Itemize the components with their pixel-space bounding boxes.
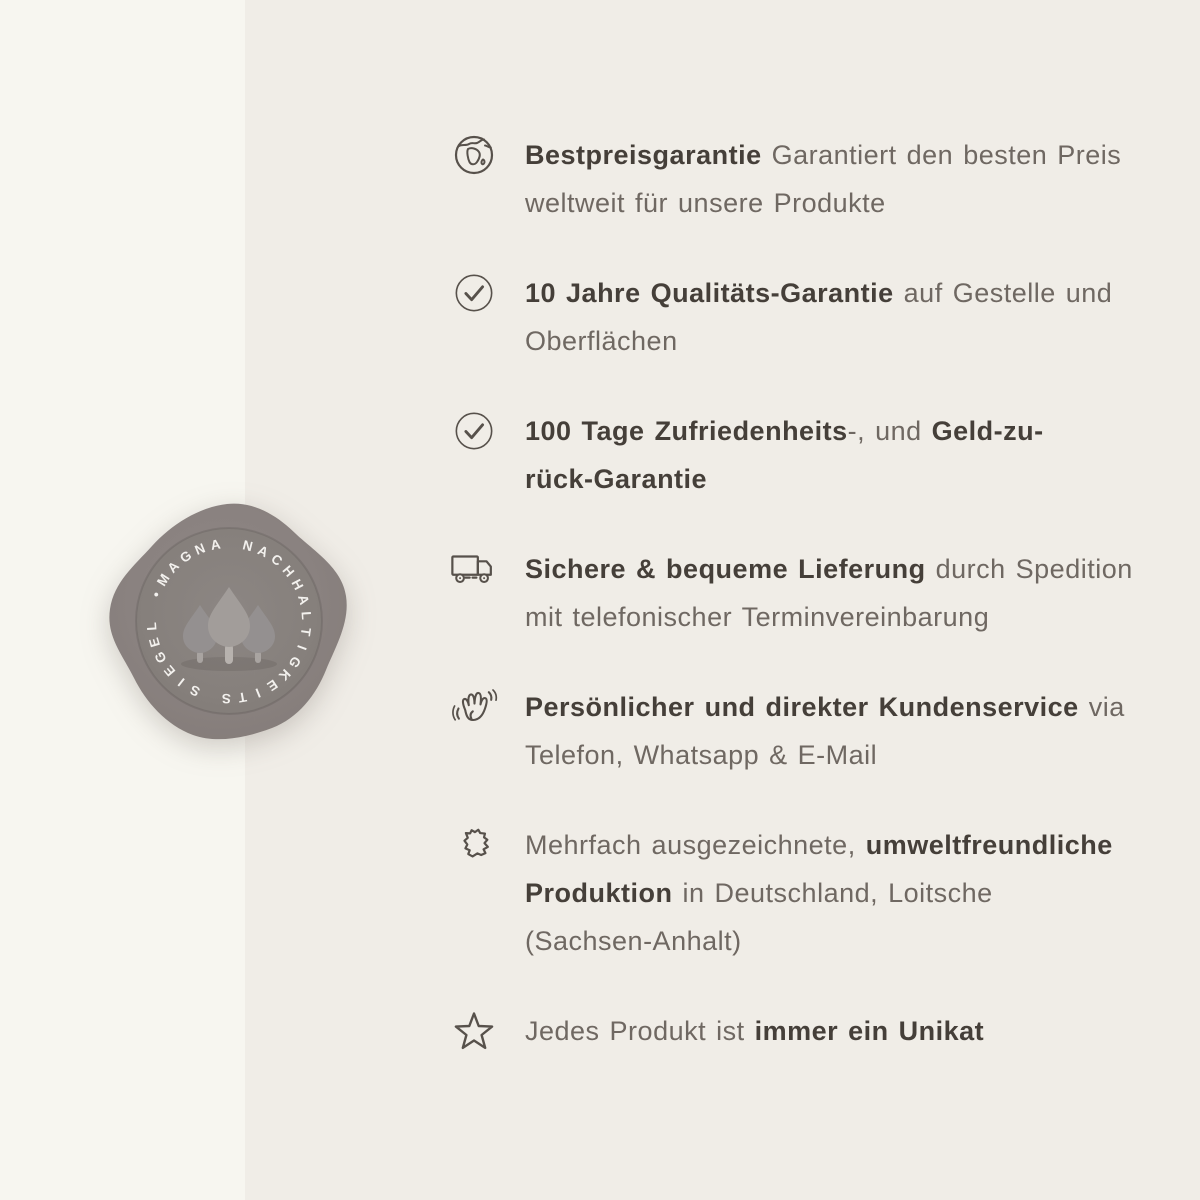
seal-text-char: E: [146, 635, 163, 649]
benefit-item: [449, 269, 1159, 365]
seal-text-char: E: [160, 662, 179, 680]
benefit-text: [525, 1007, 1159, 1055]
seal-text-char: I: [294, 643, 310, 652]
seal-text-char: A: [255, 542, 271, 561]
benefit-text-line: Telefon, Whatsapp & E-Mail: [525, 740, 878, 770]
benefit-text-line: Sichere & bequeme Lieferung durch Spedition: [525, 554, 1133, 584]
seal-text-char: N: [192, 540, 208, 558]
benefit-text: [525, 545, 1159, 641]
benefit-text: [525, 407, 1159, 503]
benefit-text-line: Produktion in Deutschland, Loitsche: [525, 878, 993, 908]
seal-text-char: T: [297, 626, 314, 637]
benefit-text: [525, 131, 1159, 227]
benefit-text: [525, 683, 1159, 779]
benefit-text-line: 10 Jahre Qualitäts-Garantie auf Gestelle und: [525, 278, 1113, 308]
benefit-item: [449, 683, 1159, 779]
benefit-text-line: Bestpreisgarantie Garantiert den besten Preis: [525, 140, 1122, 170]
seal-text-char: K: [275, 666, 294, 684]
germany-map-icon: [449, 821, 499, 869]
benefit-text-line: Mehrfach ausgezeichnete, umweltfreundliche: [525, 830, 1113, 860]
seal-text-char: I: [175, 675, 188, 690]
benefit-text-line: 100 Tage Zufriedenheits-, und Geld-zu-: [525, 416, 1044, 446]
seal-text-char: G: [151, 649, 170, 666]
waving-hand-icon: [449, 683, 499, 731]
seal-text-char: S: [187, 681, 203, 700]
seal-text-char: S: [221, 690, 232, 707]
seal-text-char: T: [237, 689, 248, 706]
benefit-item: [449, 131, 1159, 227]
seal-text-char: C: [268, 551, 286, 569]
benefit-text-line: Oberflächen: [525, 326, 678, 356]
star-icon: [449, 1007, 499, 1055]
benefit-text: [525, 821, 1159, 965]
seal-text-char: L: [143, 621, 160, 632]
seal-text-char: H: [279, 562, 298, 580]
sustainability-seal: [94, 486, 364, 756]
seal-text-char: A: [164, 558, 183, 576]
seal-text-char: E: [264, 676, 281, 694]
seal-text-char: A: [209, 536, 222, 553]
seal-text-char: A: [294, 592, 313, 607]
seal-text-char: G: [177, 547, 195, 566]
benefit-item: [449, 821, 1159, 965]
seal-text-char: G: [285, 653, 304, 671]
benefit-item: [449, 1007, 1159, 1055]
seal-circular-text: [94, 486, 364, 756]
seal-text-char: •: [148, 589, 165, 600]
benefit-text: [525, 269, 1159, 365]
benefit-item: [449, 407, 1159, 503]
seal-text-char: M: [153, 571, 173, 589]
benefit-text-line: Persönlicher und direkter Kundenservice via: [525, 692, 1125, 722]
check-circle-icon: [449, 407, 499, 455]
truck-icon: [449, 545, 499, 593]
globe-icon: [449, 131, 499, 179]
benefit-text-line: (Sachsen-Anhalt): [525, 926, 742, 956]
benefit-text-line: Jedes Produkt ist immer ein Unikat: [525, 1016, 985, 1046]
seal-text-char: I: [253, 685, 263, 701]
seal-text-char: L: [298, 610, 315, 621]
benefit-text-line: mit telefonischer Terminvereinbarung: [525, 602, 990, 632]
check-circle-icon: [449, 269, 499, 317]
seal-text-char: N: [241, 537, 255, 555]
seal-text-char: H: [288, 576, 307, 593]
benefit-text-line: weltweit für unsere Produkte: [525, 188, 886, 218]
benefit-item: [449, 545, 1159, 641]
benefit-text-line: rück-Garantie: [525, 464, 708, 494]
benefits-list: [449, 131, 1159, 1097]
